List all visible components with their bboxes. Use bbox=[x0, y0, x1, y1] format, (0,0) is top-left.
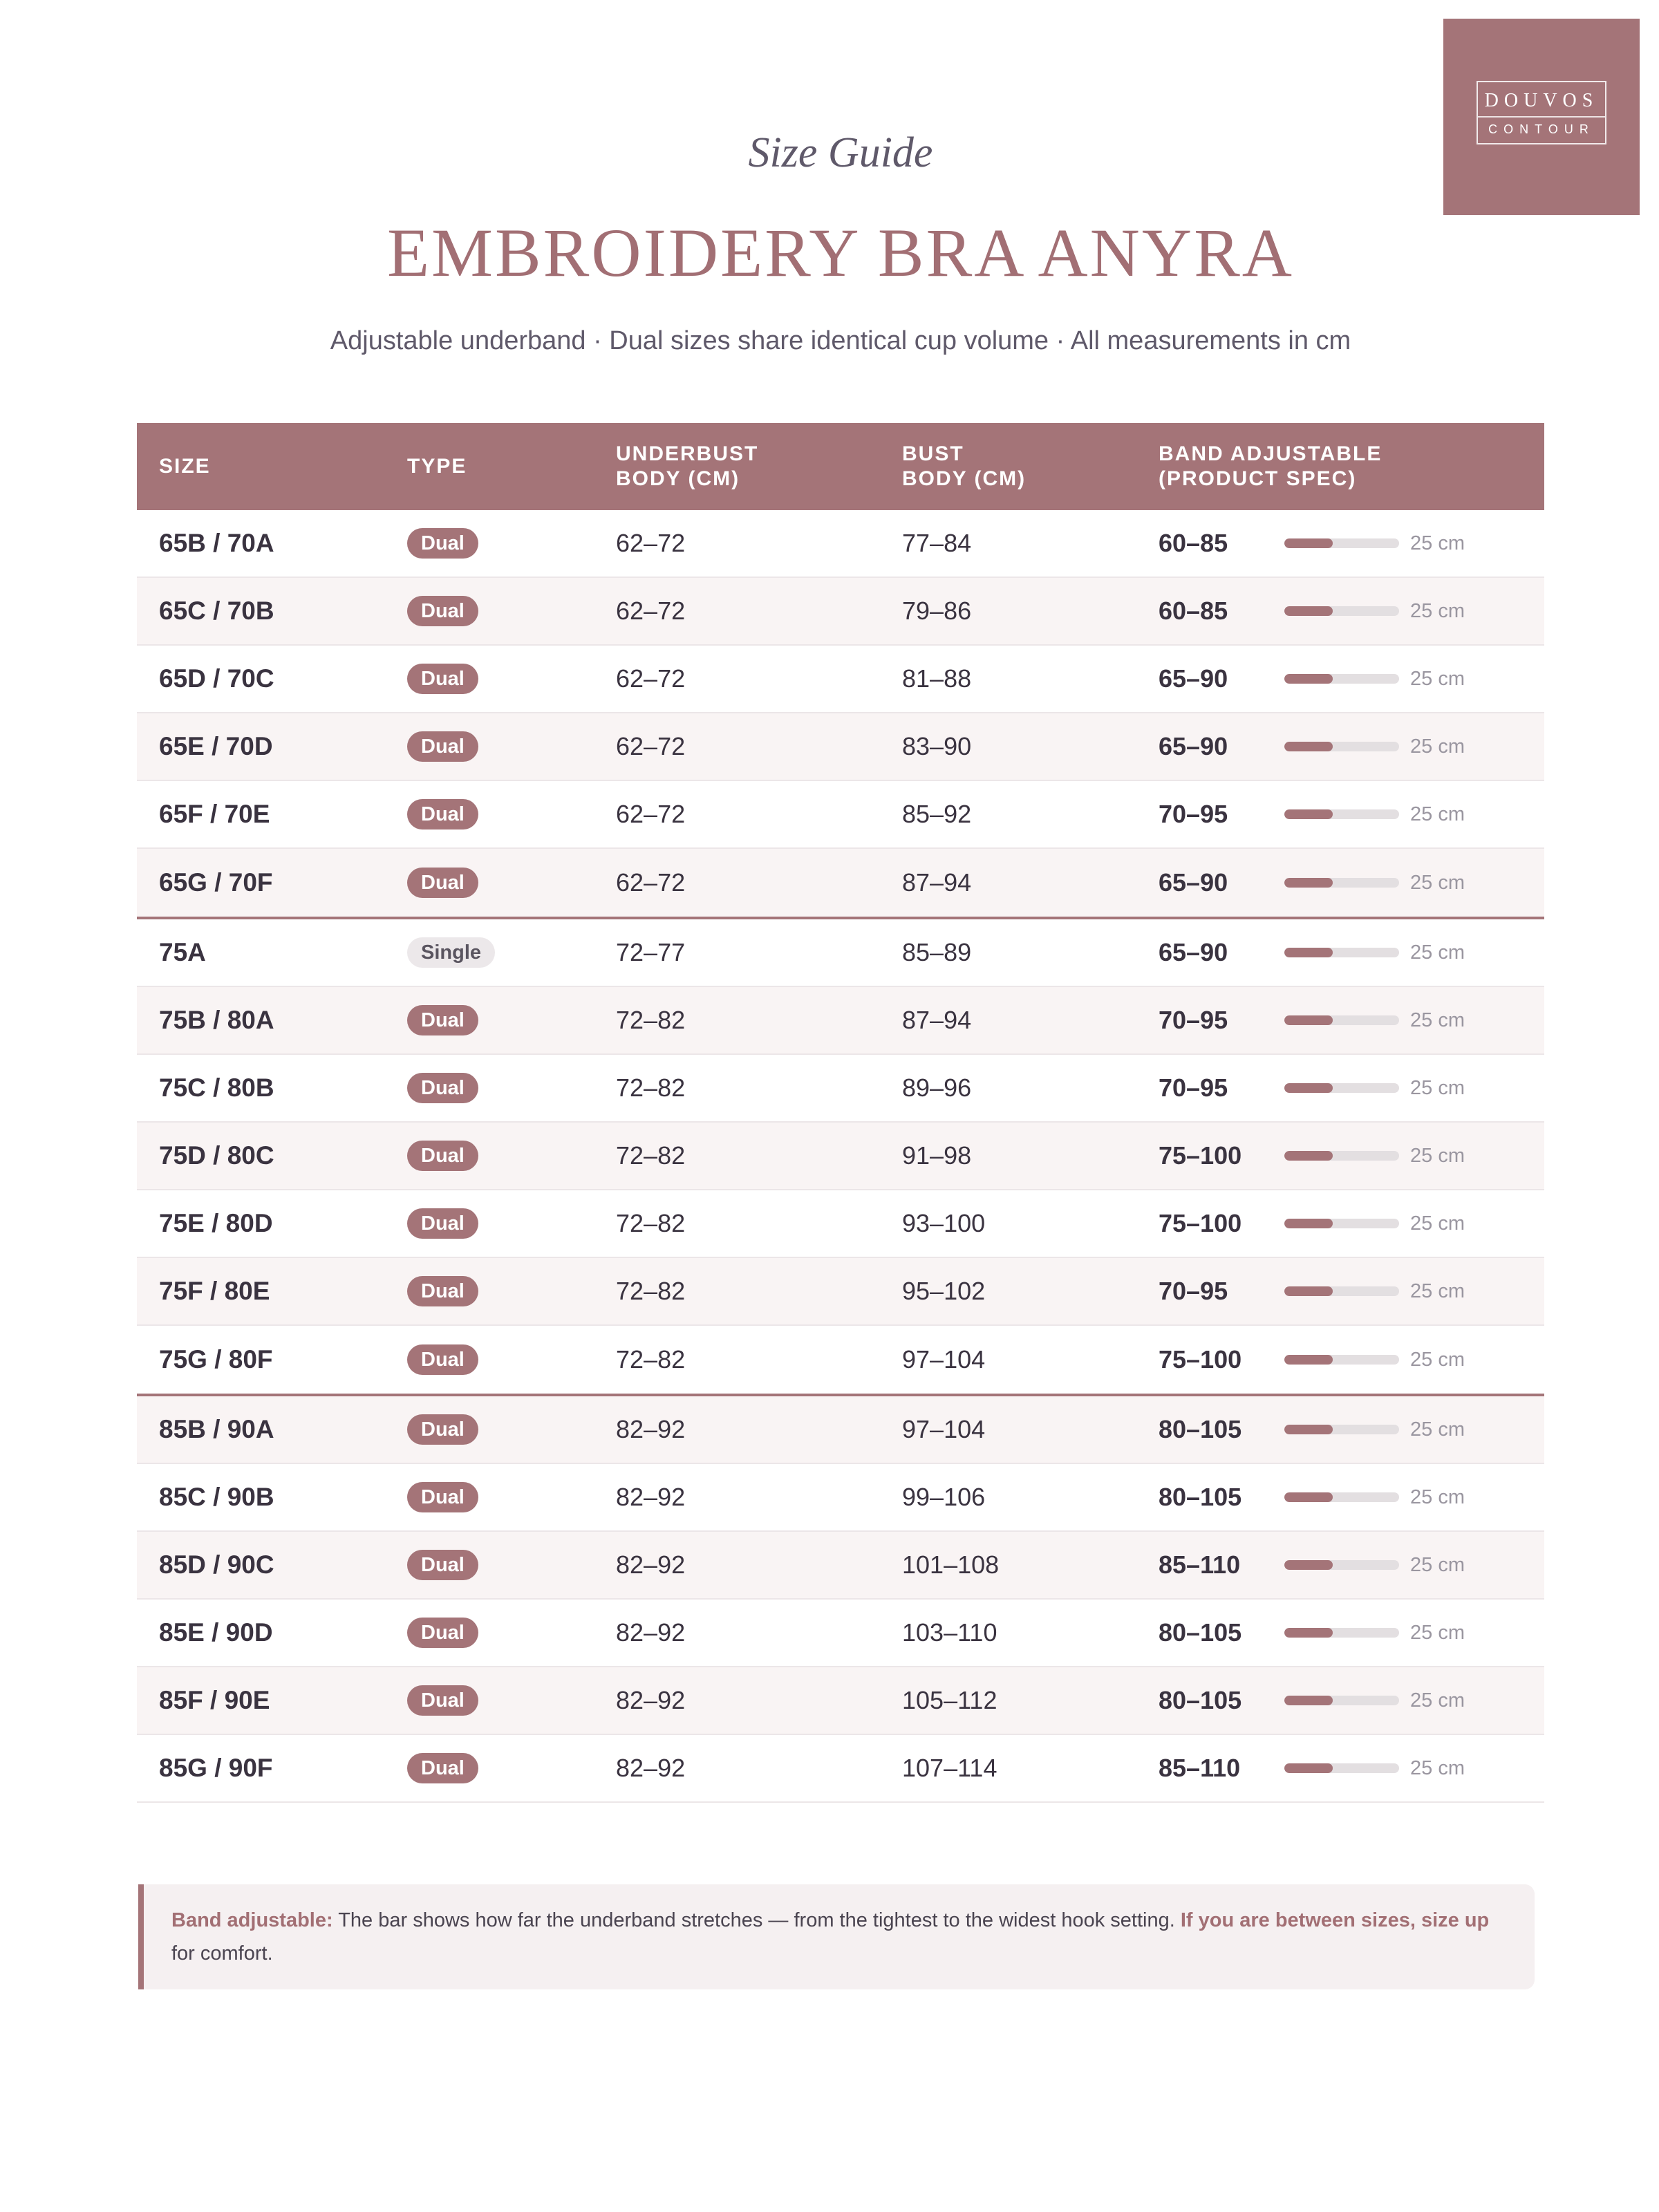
band-adjust-bar bbox=[1284, 1560, 1399, 1570]
band-adjust-label: 25 cm bbox=[1410, 1280, 1465, 1302]
table-row bbox=[137, 1396, 1544, 1464]
size-cell: 65F / 70E bbox=[159, 800, 270, 828]
type-badge: Dual bbox=[407, 1618, 478, 1648]
table-row bbox=[137, 646, 1544, 713]
type-cell bbox=[407, 510, 478, 577]
band-cell: 80–105 bbox=[1159, 1415, 1242, 1443]
bust-cell: 107–114 bbox=[902, 1754, 997, 1782]
bust-cell: 101–108 bbox=[902, 1550, 1000, 1579]
table-row bbox=[137, 1190, 1544, 1258]
type-cell bbox=[407, 1258, 478, 1324]
type-cell bbox=[407, 1326, 478, 1394]
band-adjust-bar-fill bbox=[1284, 1355, 1333, 1365]
type-cell bbox=[407, 1532, 478, 1598]
underbust-cell: 82–92 bbox=[616, 1483, 686, 1511]
brand-divider bbox=[1478, 116, 1605, 118]
band-adjust-label: 25 cm bbox=[1410, 1621, 1465, 1644]
band-cell: 65–90 bbox=[1159, 732, 1228, 760]
brand-subname: CONTOUR bbox=[1488, 122, 1595, 136]
underbust-cell: 82–92 bbox=[616, 1550, 686, 1579]
table-row bbox=[137, 1055, 1544, 1123]
page-tagline: Adjustable underband · Dual sizes share identical cup volume · All measurements in cm bbox=[330, 326, 1351, 355]
band-adjust-bar-fill bbox=[1284, 606, 1333, 616]
table-row bbox=[137, 919, 1544, 987]
band-cell: 70–95 bbox=[1159, 1277, 1228, 1305]
type-badge: Dual bbox=[407, 1482, 478, 1512]
band-adjust-bar-fill bbox=[1284, 1492, 1333, 1502]
note-text: The bar shows how far the underband stretches — from the tightest to the widest hook setting. bbox=[332, 1909, 1181, 1931]
type-cell bbox=[407, 1190, 478, 1257]
band-adjust-bar bbox=[1284, 538, 1399, 548]
band-cell: 80–105 bbox=[1159, 1483, 1242, 1511]
underbust-cell: 72–82 bbox=[616, 1209, 686, 1237]
underbust-cell: 82–92 bbox=[616, 1415, 686, 1443]
band-adjust-bar-fill bbox=[1284, 674, 1333, 684]
band-adjust-bar bbox=[1284, 1492, 1399, 1502]
band-adjust-bar-fill bbox=[1284, 878, 1333, 888]
type-badge: Dual bbox=[407, 1344, 478, 1375]
header-type: TYPE bbox=[407, 455, 467, 478]
band-cell: 85–110 bbox=[1159, 1754, 1241, 1782]
band-cell: 60–85 bbox=[1159, 597, 1228, 625]
band-adjust-bar bbox=[1284, 1628, 1399, 1638]
type-cell bbox=[407, 987, 478, 1053]
size-cell: 75E / 80D bbox=[159, 1209, 273, 1237]
size-table bbox=[137, 423, 1544, 1803]
band-cell: 75–100 bbox=[1159, 1345, 1242, 1374]
type-cell bbox=[407, 1055, 478, 1121]
band-adjust-bar bbox=[1284, 674, 1399, 684]
brand-logo bbox=[1443, 19, 1640, 215]
band-adjust-bar-fill bbox=[1284, 1151, 1333, 1161]
type-badge: Dual bbox=[407, 1208, 478, 1239]
type-badge: Dual bbox=[407, 1276, 478, 1306]
band-cell: 80–105 bbox=[1159, 1686, 1242, 1714]
band-adjust-label: 25 cm bbox=[1410, 599, 1465, 622]
band-adjust-bar bbox=[1284, 1355, 1399, 1365]
type-badge: Dual bbox=[407, 731, 478, 762]
band-adjust-label: 25 cm bbox=[1410, 941, 1465, 964]
size-cell: 65E / 70D bbox=[159, 732, 273, 760]
table-row bbox=[137, 1667, 1544, 1735]
type-badge: Dual bbox=[407, 799, 478, 830]
band-adjust-bar-fill bbox=[1284, 1286, 1333, 1296]
type-cell bbox=[407, 578, 478, 644]
band-adjust-label: 25 cm bbox=[1410, 1212, 1465, 1235]
table-row bbox=[137, 510, 1544, 578]
size-cell: 75C / 80B bbox=[159, 1074, 274, 1102]
band-adjust-label: 25 cm bbox=[1410, 1348, 1465, 1371]
band-adjust-label: 25 cm bbox=[1410, 1144, 1465, 1167]
band-cell: 80–105 bbox=[1159, 1618, 1242, 1647]
band-cell: 65–90 bbox=[1159, 938, 1228, 966]
band-adjust-bar bbox=[1284, 1696, 1399, 1705]
table-row bbox=[137, 1464, 1544, 1532]
underbust-cell: 62–72 bbox=[616, 597, 686, 625]
bust-cell: 79–86 bbox=[902, 597, 972, 625]
header-size: SIZE bbox=[159, 455, 211, 478]
size-cell: 85B / 90A bbox=[159, 1415, 274, 1443]
table-row bbox=[137, 1258, 1544, 1326]
size-cell: 65B / 70A bbox=[159, 529, 274, 557]
size-cell: 75F / 80E bbox=[159, 1277, 270, 1305]
band-adjust-bar-fill bbox=[1284, 1425, 1333, 1434]
type-cell bbox=[407, 781, 478, 847]
type-badge: Dual bbox=[407, 1550, 478, 1580]
underbust-cell: 72–82 bbox=[616, 1345, 686, 1374]
type-badge: Dual bbox=[407, 1753, 478, 1783]
type-cell bbox=[407, 849, 478, 917]
bust-cell: 95–102 bbox=[902, 1277, 986, 1305]
band-cell: 85–110 bbox=[1159, 1550, 1241, 1579]
underbust-cell: 72–82 bbox=[616, 1074, 686, 1102]
band-adjust-bar-fill bbox=[1284, 1083, 1333, 1093]
bust-cell: 85–89 bbox=[902, 938, 972, 966]
table-row bbox=[137, 1123, 1544, 1190]
size-guide-label: Size Guide bbox=[748, 129, 933, 176]
size-cell: 75A bbox=[159, 938, 206, 966]
band-adjust-bar-fill bbox=[1284, 809, 1333, 819]
size-cell: 75D / 80C bbox=[159, 1141, 274, 1170]
band-adjust-bar-fill bbox=[1284, 1015, 1333, 1025]
type-badge: Dual bbox=[407, 1141, 478, 1171]
underbust-cell: 62–72 bbox=[616, 664, 686, 693]
band-adjust-label: 25 cm bbox=[1410, 1485, 1465, 1508]
type-cell bbox=[407, 1464, 478, 1530]
band-adjust-bar-fill bbox=[1284, 1560, 1333, 1570]
bust-cell: 87–94 bbox=[902, 868, 972, 897]
underbust-cell: 62–72 bbox=[616, 529, 686, 557]
type-badge: Dual bbox=[407, 528, 478, 559]
underbust-cell: 82–92 bbox=[616, 1618, 686, 1647]
band-adjust-bar bbox=[1284, 809, 1399, 819]
table-row bbox=[137, 1600, 1544, 1667]
underbust-cell: 62–72 bbox=[616, 868, 686, 897]
band-adjust-bar-fill bbox=[1284, 948, 1333, 957]
table-row bbox=[137, 1532, 1544, 1600]
band-adjust-bar bbox=[1284, 1083, 1399, 1093]
type-badge: Dual bbox=[407, 664, 478, 694]
band-adjust-bar bbox=[1284, 1286, 1399, 1296]
size-cell: 75B / 80A bbox=[159, 1006, 274, 1034]
underbust-cell: 72–82 bbox=[616, 1141, 686, 1170]
band-adjust-label: 25 cm bbox=[1410, 735, 1465, 758]
type-cell bbox=[407, 713, 478, 780]
bust-cell: 103–110 bbox=[902, 1618, 997, 1647]
band-adjust-label: 25 cm bbox=[1410, 667, 1465, 690]
band-adjust-bar bbox=[1284, 1151, 1399, 1161]
type-badge: Dual bbox=[407, 1414, 478, 1445]
bust-cell: 97–104 bbox=[902, 1415, 986, 1443]
underbust-cell: 62–72 bbox=[616, 732, 686, 760]
bust-cell: 105–112 bbox=[902, 1686, 997, 1714]
header-underbust: UNDERBUST BODY (CM) bbox=[616, 442, 759, 490]
type-badge: Dual bbox=[407, 1685, 478, 1716]
band-adjust-bar-fill bbox=[1284, 538, 1333, 548]
size-cell: 85D / 90C bbox=[159, 1550, 274, 1579]
band-cell: 60–85 bbox=[1159, 529, 1228, 557]
band-adjust-label: 25 cm bbox=[1410, 1756, 1465, 1779]
bust-cell: 81–88 bbox=[902, 664, 972, 693]
band-adjustable-note bbox=[138, 1884, 1535, 1989]
band-adjust-label: 25 cm bbox=[1410, 871, 1465, 894]
type-cell bbox=[407, 1667, 478, 1734]
band-adjust-label: 25 cm bbox=[1410, 803, 1465, 825]
bust-cell: 97–104 bbox=[902, 1345, 986, 1374]
band-cell: 70–95 bbox=[1159, 1074, 1228, 1102]
band-adjust-bar bbox=[1284, 1425, 1399, 1434]
size-cell: 85F / 90E bbox=[159, 1686, 270, 1714]
brand-name: DOUVOS bbox=[1484, 90, 1599, 111]
bust-cell: 87–94 bbox=[902, 1006, 972, 1034]
type-badge: Dual bbox=[407, 1005, 478, 1035]
size-cell: 65D / 70C bbox=[159, 664, 274, 693]
band-adjust-bar bbox=[1284, 1763, 1399, 1773]
size-cell: 85E / 90D bbox=[159, 1618, 273, 1647]
underbust-cell: 62–72 bbox=[616, 800, 686, 828]
table-row bbox=[137, 578, 1544, 646]
note-suffix: for comfort. bbox=[171, 1942, 273, 1965]
band-cell: 65–90 bbox=[1159, 664, 1228, 693]
type-cell bbox=[407, 1600, 478, 1666]
bust-cell: 83–90 bbox=[902, 732, 972, 760]
note-label: Band adjustable: bbox=[171, 1909, 333, 1931]
band-adjust-bar-fill bbox=[1284, 1696, 1333, 1705]
type-cell bbox=[407, 1123, 478, 1189]
band-cell: 75–100 bbox=[1159, 1209, 1242, 1237]
size-cell: 85C / 90B bbox=[159, 1483, 274, 1511]
band-adjust-bar bbox=[1284, 1219, 1399, 1228]
type-badge: Dual bbox=[407, 596, 478, 626]
header-bust: BUST BODY (CM) bbox=[902, 442, 1027, 490]
band-adjust-label: 25 cm bbox=[1410, 1553, 1465, 1576]
type-cell bbox=[407, 1735, 478, 1801]
type-badge: Dual bbox=[407, 868, 478, 898]
page-title: EMBROIDERY BRA ANYRA bbox=[386, 214, 1295, 291]
band-adjust-bar-fill bbox=[1284, 1763, 1333, 1773]
bust-cell: 91–98 bbox=[902, 1141, 972, 1170]
note-emphasis: If you are between sizes, size up bbox=[1180, 1909, 1490, 1931]
underbust-cell: 72–82 bbox=[616, 1277, 686, 1305]
band-adjust-bar bbox=[1284, 878, 1399, 888]
table-header bbox=[137, 423, 1544, 510]
table-row bbox=[137, 1326, 1544, 1396]
band-cell: 65–90 bbox=[1159, 868, 1228, 897]
band-adjust-bar bbox=[1284, 948, 1399, 957]
band-adjust-bar-fill bbox=[1284, 1219, 1333, 1228]
band-adjust-bar-fill bbox=[1284, 742, 1333, 751]
bust-cell: 85–92 bbox=[902, 800, 972, 828]
type-badge: Dual bbox=[407, 1073, 478, 1103]
band-cell: 75–100 bbox=[1159, 1141, 1242, 1170]
underbust-cell: 72–77 bbox=[616, 938, 686, 966]
band-adjust-label: 25 cm bbox=[1410, 1076, 1465, 1099]
table-row bbox=[137, 781, 1544, 849]
table-body bbox=[137, 510, 1544, 1803]
table-row bbox=[137, 987, 1544, 1055]
bust-cell: 89–96 bbox=[902, 1074, 972, 1102]
band-adjust-label: 25 cm bbox=[1410, 1009, 1465, 1031]
type-cell bbox=[407, 646, 478, 712]
band-adjust-label: 25 cm bbox=[1410, 1689, 1465, 1712]
header-band-adjustable: BAND ADJUSTABLE (PRODUCT SPEC) bbox=[1159, 442, 1382, 490]
size-cell: 75G / 80F bbox=[159, 1345, 273, 1374]
table-row bbox=[137, 849, 1544, 919]
size-cell: 65C / 70B bbox=[159, 597, 274, 625]
underbust-cell: 82–92 bbox=[616, 1686, 686, 1714]
band-adjust-label: 25 cm bbox=[1410, 1418, 1465, 1441]
underbust-cell: 82–92 bbox=[616, 1754, 686, 1782]
band-adjust-bar bbox=[1284, 606, 1399, 616]
bust-cell: 93–100 bbox=[902, 1209, 986, 1237]
band-cell: 70–95 bbox=[1159, 1006, 1228, 1034]
type-cell bbox=[407, 919, 495, 986]
size-cell: 85G / 90F bbox=[159, 1754, 273, 1782]
size-cell: 65G / 70F bbox=[159, 868, 273, 897]
type-badge: Single bbox=[407, 937, 495, 968]
type-cell bbox=[407, 1396, 478, 1463]
bust-cell: 99–106 bbox=[902, 1483, 986, 1511]
band-adjust-bar bbox=[1284, 1015, 1399, 1025]
table-row bbox=[137, 713, 1544, 781]
band-adjust-label: 25 cm bbox=[1410, 532, 1465, 554]
bust-cell: 77–84 bbox=[902, 529, 972, 557]
band-cell: 70–95 bbox=[1159, 800, 1228, 828]
band-adjust-bar bbox=[1284, 742, 1399, 751]
underbust-cell: 72–82 bbox=[616, 1006, 686, 1034]
band-adjust-bar-fill bbox=[1284, 1628, 1333, 1638]
table-row bbox=[137, 1735, 1544, 1803]
